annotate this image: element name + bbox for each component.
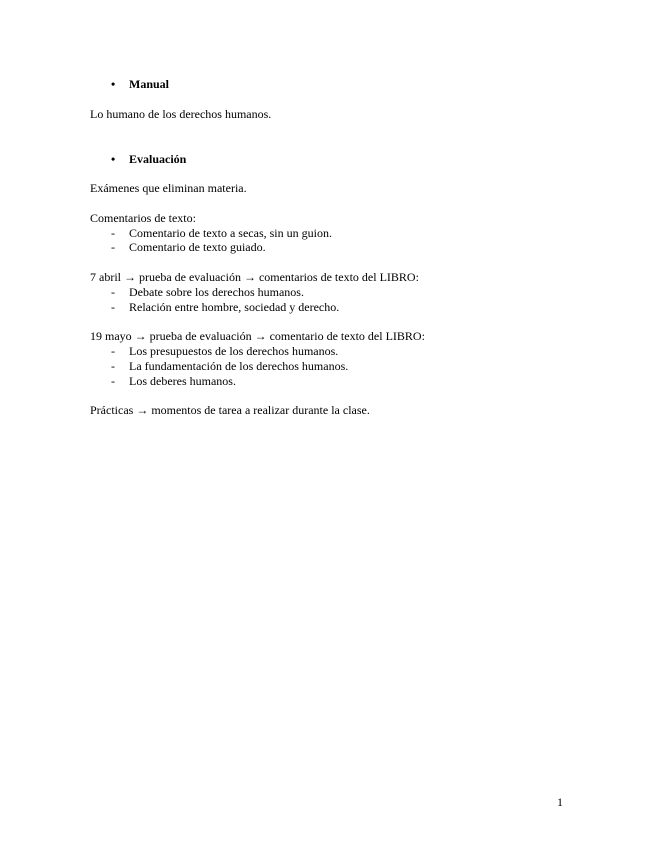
comentarios-label: Comentarios de texto: [90,211,196,225]
list-item [111,359,348,374]
list-item-text: Los deberes humanos. [129,374,236,388]
dash-marker: - [111,344,115,358]
list-item-text: Debate sobre los derechos humanos. [129,285,304,299]
list-item-text: La fundamentación de los derechos humanos. [129,359,349,373]
list-item-text: Los presupuestos de los derechos humanos. [129,344,339,358]
manual-text: Lo humano de los derechos humanos. [90,107,272,121]
list-item-text: Relación entre hombre, sociedad y derecho. [129,300,340,314]
practicas-text: Prácticas → momentos de tarea a realizar durante la clase. [90,403,370,417]
list-item [111,300,339,315]
bullet-icon: • [111,152,116,166]
heading-text: Evaluación [129,152,187,166]
dash-marker: - [111,285,115,299]
abril-label: 7 abril → prueba de evaluación → comentarios de texto del LIBRO: [90,270,419,284]
dash-marker: - [111,240,115,254]
list-item [111,285,304,300]
evaluacion-intro: Exámenes que eliminan materia. [90,181,247,195]
section-heading-manual [111,77,169,92]
list-item [111,226,332,241]
mayo-label: 19 mayo → prueba de evaluación → comentario de texto del LIBRO: [90,329,425,343]
list-item [111,240,266,255]
dash-marker: - [111,359,115,373]
dash-marker: - [111,374,115,388]
list-item [111,344,338,359]
list-item [111,374,236,389]
bullet-icon: • [111,77,116,91]
dash-marker: - [111,300,115,314]
heading-text: Manual [129,77,170,91]
list-item-text: Comentario de texto a secas, sin un guion. [129,226,332,240]
dash-marker: - [111,226,115,240]
page-number: 1 [557,795,563,809]
section-heading-evaluacion [111,152,186,167]
list-item-text: Comentario de texto guiado. [129,240,266,254]
